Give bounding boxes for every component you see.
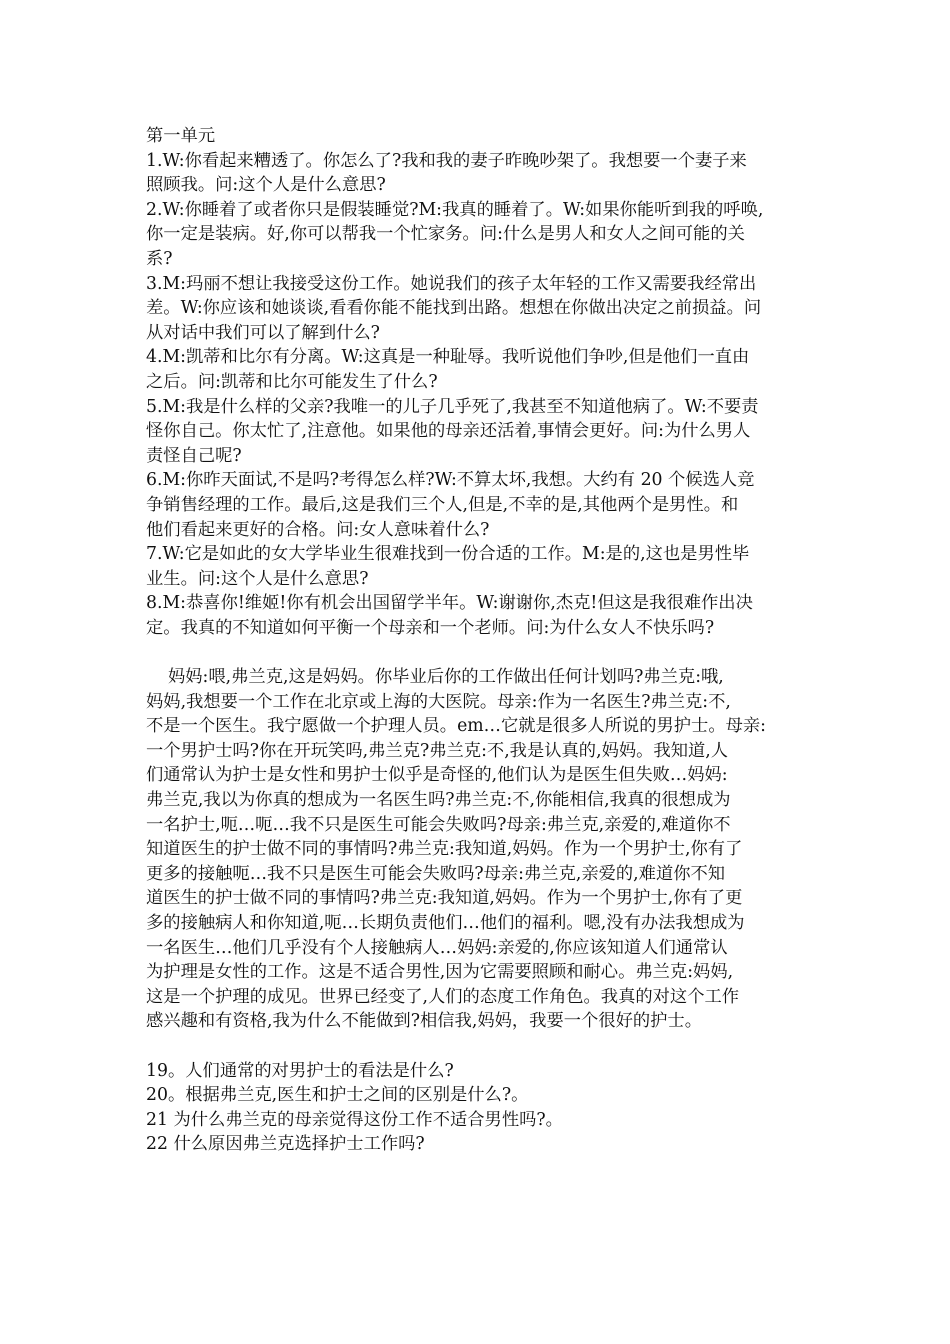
passage-section: [146, 665, 810, 1034]
text-line: 道医生的护士做不同的事情吗?弗兰克:我知道,妈妈。作为一个男护士,你有了更: [146, 888, 743, 909]
text-line: 系?: [146, 248, 173, 269]
question-item: 22 什么原因弗兰克选择护士工作吗?: [146, 1134, 425, 1155]
questions-section: [146, 1059, 810, 1157]
text-line: 责怪自己呢?: [146, 445, 242, 466]
question-item: 19。人们通常的对男护士的看法是什么?: [146, 1060, 454, 1081]
text-line: 妈妈,我想要一个工作在北京或上海的大医院。母亲:作为一名医生?弗兰克:不,: [146, 691, 731, 712]
text-line: 们通常认为护士是女性和男护士似乎是奇怪的,他们认为是医生但失败…妈妈:: [146, 765, 728, 786]
text-line: 4.M:凯蒂和比尔有分离。W:这真是一种耻辱。我听说他们争吵,但是他们一直由: [146, 347, 750, 368]
text-line: 多的接触病人和你知道,呃…长期负责他们…他们的福利。嗯,没有办法我想成为: [146, 913, 745, 933]
text-line: 5.M:我是什么样的父亲?我唯一的儿子几乎死了,我甚至不知道他病了。W:不要责: [146, 396, 759, 417]
text-line: 一名医生…他们几乎没有个人接触病人…妈妈:亲爱的,你应该知道人们通常认: [146, 937, 728, 958]
text-line: 感兴趣和有资格,我为什么不能做到?相信我,妈妈，我要一个很好的护士。: [146, 1011, 702, 1032]
text-line: 怪你自己。你太忙了,注意他。如果他的母亲还活着,事情会更好。问:为什么男人: [146, 421, 751, 442]
text-line: 照顾我。问:这个人是什么意思?: [146, 175, 386, 196]
question-item: 21 为什么弗兰克的母亲觉得这份工作不适合男性吗?。: [146, 1109, 563, 1130]
text-line: 弗兰克,我以为你真的想成为一名医生吗?弗兰克:不,你能相信,我真的很想成为: [146, 790, 731, 811]
unit-title: 第一单元: [146, 126, 216, 146]
text-line: 一个男护士吗?你在开玩笑吗,弗兰克?弗兰克:不,我是认真的,妈妈。我知道,人: [146, 740, 729, 761]
text-line: 不是一个医生。我宁愿做一个护理人员。em…它就是很多人所说的男护士。母亲:: [146, 716, 767, 737]
paragraph-gap: [146, 640, 810, 665]
text-line: 争销售经理的工作。最后,这是我们三个人,但是,不幸的是,其他两个是男性。和: [146, 494, 739, 515]
text-line: 7.W:它是如此的女大学毕业生很难找到一份合适的工作。M:是的,这也是男性毕: [146, 544, 750, 565]
text-line: 2.W:你睡着了或者你只是假装睡觉?M:我真的睡着了。W:如果你能听到我的呼唤,: [146, 199, 764, 220]
text-line: 之后。问:凯蒂和比尔可能发生了什么?: [146, 371, 438, 392]
text-line: 8.M:恭喜你!维姬!你有机会出国留学半年。W:谢谢你,杰克!但这是我很难作出决: [146, 593, 753, 614]
text-line: 一名护士,呃…呃…我不只是医生可能会失败吗?母亲:弗兰克,亲爱的,难道你不: [146, 814, 731, 835]
text-line: 1.W:你看起来糟透了。你怎么了?我和我的妻子昨晚吵架了。我想要一个妻子来: [146, 150, 747, 171]
document-page: [146, 124, 810, 1157]
text-line: 知道医生的护士做不同的事情吗?弗兰克:我知道,妈妈。作为一个男护士,你有了: [146, 839, 743, 860]
text-line: 为护理是女性的工作。这是不适合男性,因为它需要照顾和耐心。弗兰克:妈妈,: [146, 962, 734, 983]
text-line: 3.M:玛丽不想让我接受这份工作。她说我们的孩子太年轻的工作又需要我经常出: [146, 273, 757, 294]
text-line: 你一定是装病。好,你可以帮我一个忙家务。问:什么是男人和女人之间可能的关: [146, 224, 745, 245]
text-line: 这是一个护理的成见。世界已经变了,人们的态度工作角色。我真的对这个工作: [146, 986, 740, 1007]
question-item: 20。根据弗兰克,医生和护士之间的区别是什么?。: [146, 1085, 529, 1106]
paragraph-gap: [146, 1034, 810, 1059]
text-line: 业生。问:这个人是什么意思?: [146, 568, 369, 589]
text-line: 6.M:你昨天面试,不是吗?考得怎么样?W:不算太坏,我想。大约有 20 个候选人竞: [146, 470, 755, 491]
text-line: 他们看起来更好的合格。问:女人意味着什么?: [146, 519, 490, 540]
text-line: 更多的接触呃…我不只是医生可能会失败吗?母亲:弗兰克,亲爱的,难道你不知: [146, 863, 726, 884]
text-line: 妈妈:喂,弗兰克,这是妈妈。你毕业后你的工作做出任何计划吗?弗兰克:哦,: [146, 667, 724, 688]
text-line: 差。W:你应该和她谈谈,看看你能不能找到出路。想想在你做出决定之前损益。问: [146, 298, 762, 319]
dialogue-section: [146, 149, 810, 641]
text-line: 定。我真的不知道如何平衡一个母亲和一个老师。问:为什么女人不快乐吗?: [146, 617, 715, 638]
text-line: 从对话中我们可以了解到什么?: [146, 322, 380, 343]
